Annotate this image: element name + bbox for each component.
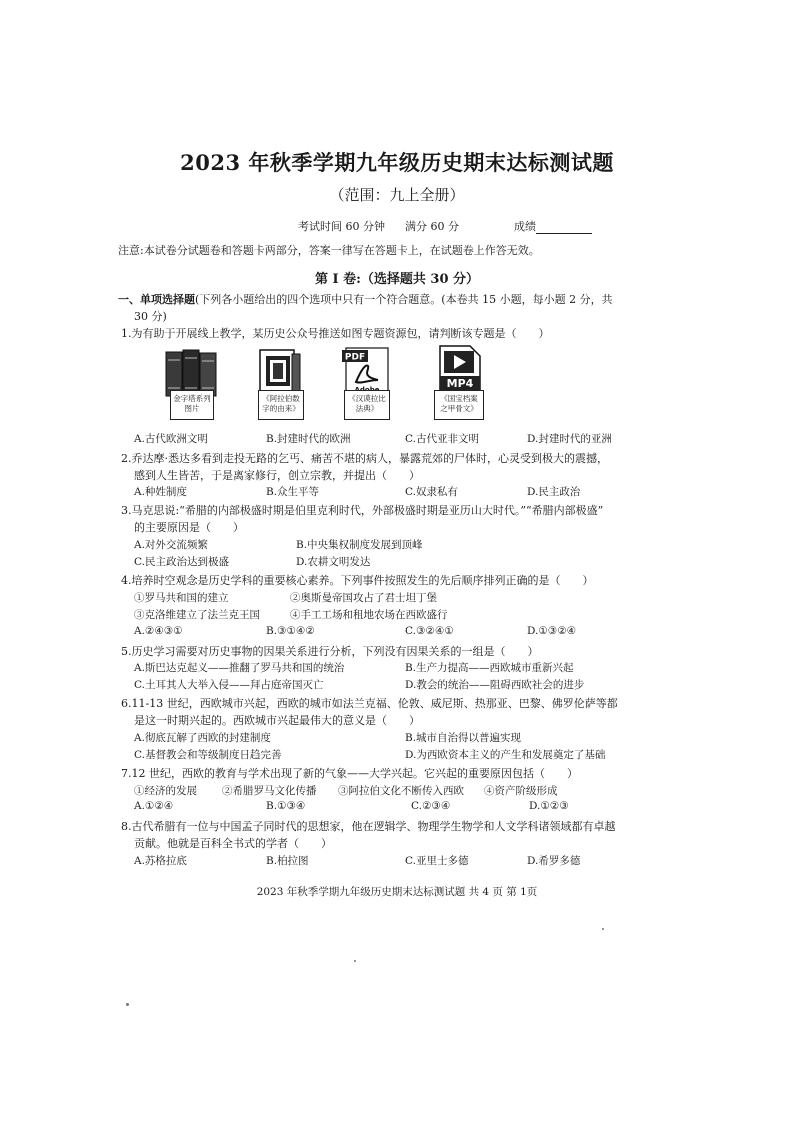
option-b: B.中央集权制度发展到顶峰	[296, 539, 423, 551]
option-c: C.民主政治达到极盛	[134, 556, 229, 568]
event-4: ④手工工场和租地农场在西欧盛行	[290, 609, 448, 621]
section-label: 一、单项选择题	[118, 293, 195, 306]
option-a: A.彻底瓦解了西欧的封建制度	[134, 732, 271, 744]
option-d: D.教会的统治——阻碍西欧社会的进步	[405, 679, 585, 691]
event-1: ①罗马共和国的建立	[134, 592, 229, 604]
full-score: 满分 60 分	[405, 220, 459, 233]
option-b: B.柏拉图	[266, 855, 309, 867]
pdf-badge: PDF	[344, 352, 366, 363]
part-title: 第 I 卷:（选择题共 30 分）	[314, 272, 480, 287]
scan-speck	[602, 928, 604, 930]
option-d: D.民主政治	[527, 486, 581, 498]
score-blank	[536, 221, 592, 234]
option-a: A.②④③①	[134, 625, 183, 637]
option-b: B.生产力提高——西欧城市重新兴起	[405, 662, 574, 674]
resource-mp4	[430, 344, 490, 438]
event-1: ①经济的发展	[134, 785, 197, 797]
option-b: B.③①④②	[266, 625, 315, 637]
resource-caption: 《汉谟拉比法典》	[344, 390, 390, 420]
resource-pdf	[338, 346, 398, 438]
option-d: D.农耕文明发达	[296, 556, 371, 568]
resource-caption: 《阿拉伯数字的由来》	[258, 390, 304, 420]
option-b: B.①③④	[266, 800, 306, 812]
exam-time: 考试时间 60 分钟	[298, 220, 385, 233]
option-d: D.①②③	[529, 800, 569, 812]
question-stem: 6.11-13 世纪，西欧城市兴起，西欧的城市如法兰克福、伦敦、威尼斯、热那亚、巴黎、佛罗伦萨等都	[121, 697, 618, 710]
exam-notice: 注意:本试卷分试题卷和答题卡两部分，答案一律写在答题卡上，在试题卷上作答无效。	[118, 244, 540, 257]
option-c: C.土耳其人大举入侵——拜占庭帝国灭亡	[134, 679, 324, 691]
question-stem-cont: 贡献。他就是百科全书式的学者（ ）	[134, 837, 332, 850]
mp4-badge: MP4	[446, 377, 474, 390]
question-stem-cont: 感到人生皆苦，于是离家修行，创立宗教，并提出（ ）	[134, 469, 420, 482]
section-desc-cont: 30 分)	[134, 310, 167, 323]
option-a: A.古代欧洲文明	[134, 433, 208, 445]
event-2: ②希腊罗马文化传播	[222, 785, 317, 797]
option-c: C.②③④	[411, 800, 451, 812]
option-b: B.众生平等	[266, 486, 320, 498]
event-3: ③阿拉伯文化不断传入西欧	[338, 785, 464, 797]
resource-caption: 金字塔系列图片	[170, 390, 214, 420]
question-stem: 3.马克思说:“希腊的内部极盛时期是伯里克利时代，外部极盛时期是亚历山大时代。”“希腊内部极盛”	[121, 504, 604, 517]
option-d: D.①③②④	[527, 625, 577, 637]
exam-scope: （范围：九上全册）	[329, 186, 465, 204]
question-stem: 1.为有助于开展线上教学，某历史公众号推送如图专题资源包，请判断该专题是（ ）	[121, 327, 550, 340]
question-stem: 7.12 世纪，西欧的教育与学术出现了新的气象——大学兴起。它兴起的重要原因包括（ ）	[121, 767, 578, 780]
resource-document	[250, 348, 310, 438]
option-a: A.①②④	[134, 800, 174, 812]
option-a: A.对外交流频繁	[134, 539, 208, 551]
option-c: C.③②④①	[405, 625, 454, 637]
option-a: A.种姓制度	[134, 486, 187, 498]
question-stem: 2.乔达摩·悉达多看到走投无路的乞丐、痛苦不堪的病人，暴露荒郊的尸体时，心灵受到极大的震撼，	[121, 452, 608, 465]
question-stem: 4.培养时空观念是历史学科的重要核心素养。下列事件按照发生的先后顺序排列正确的是（ ）	[121, 574, 594, 587]
option-d: D.为西欧资本主义的产生和发展奠定了基础	[405, 749, 606, 761]
question-stem-cont: 的主要原因是（ ）	[134, 521, 244, 534]
score-label: 成绩	[514, 220, 536, 233]
question-stem: 8.古代希腊有一位与中国孟子同时代的思想家，他在逻辑学、物理学生物学和人文学科诸领域都有卓越	[121, 820, 616, 833]
event-2: ②奥斯曼帝国攻占了君士坦丁堡	[290, 592, 437, 604]
score-field	[514, 218, 592, 234]
option-b: B.封建时代的欧洲	[266, 433, 351, 445]
option-c: C.奴隶私有	[405, 486, 458, 498]
exam-title: 2023 年秋季学期九年级历史期末达标测试题	[180, 150, 614, 175]
page-footer: 2023 年秋季学期九年级历史期末达标测试题 共 4 页 第 1页	[256, 886, 538, 898]
event-4: ④资产阶级形成	[484, 785, 558, 797]
scan-speck	[354, 960, 356, 962]
option-a: A.斯巴达克起义——推翻了罗马共和国的统治	[134, 662, 345, 674]
section-desc: (下列各小题给出的四个选项中只有一个符合题意。(本卷共 15 小题，每小题 2 分，共	[195, 293, 613, 306]
resource-books	[162, 348, 222, 438]
option-c: C.亚里士多德	[405, 855, 469, 867]
option-a: A.苏格拉底	[134, 855, 187, 867]
option-b: B.城市自治得以普遍实现	[405, 732, 522, 744]
question-stem-cont: 是这一时期兴起的。西欧城市兴起最伟大的意义是（ ）	[134, 714, 420, 727]
section-heading	[118, 291, 613, 307]
mp4-video-icon	[430, 344, 490, 396]
event-3: ③克洛维建立了法兰克王国	[134, 609, 260, 621]
option-c: C.基督教会和等级制度日趋完善	[134, 749, 282, 761]
option-d: D.封建时代的亚洲	[527, 433, 612, 445]
resource-caption: 《国宝档案之甲骨文》	[434, 390, 484, 420]
scan-speck	[126, 1003, 129, 1006]
option-c: C.古代亚非文明	[405, 433, 479, 445]
question-stem: 5.历史学习需要对历史事物的因果关系进行分析，下列没有因果关系的一组是（ ）	[121, 645, 539, 658]
option-d: D.希罗多德	[527, 855, 581, 867]
